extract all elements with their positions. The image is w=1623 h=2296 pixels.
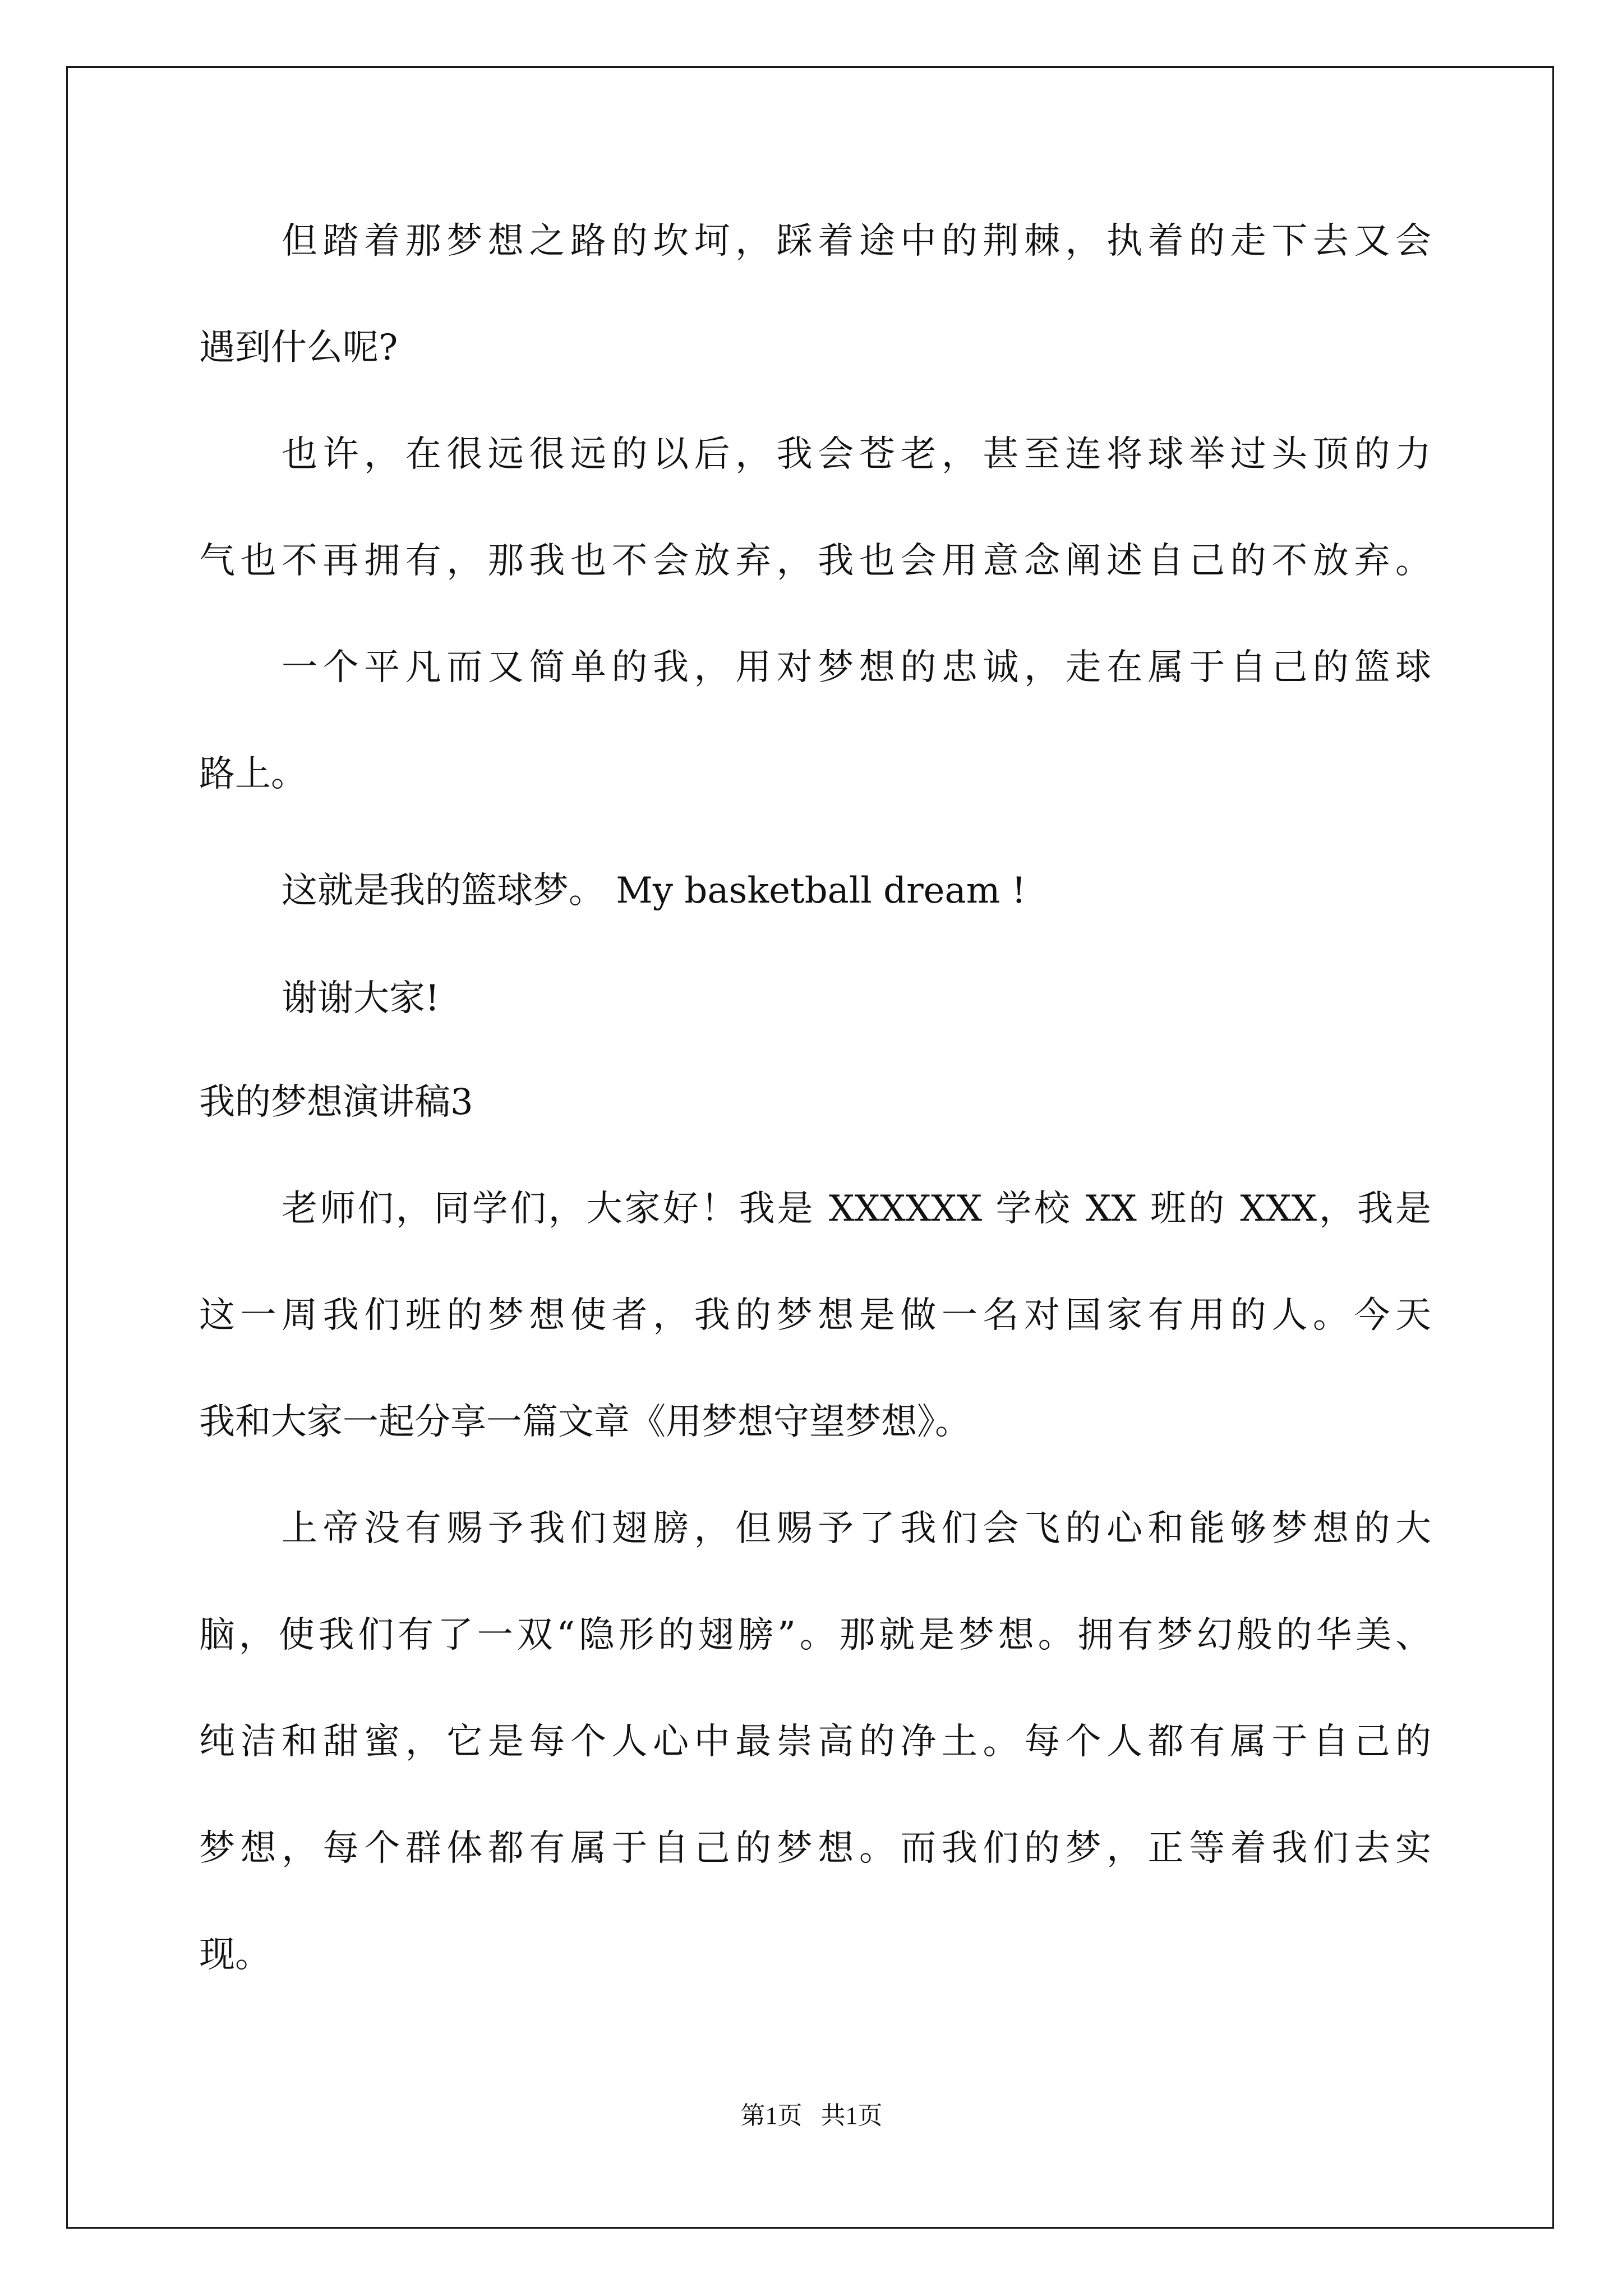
text-line: 也许，在很远很远的以后，我会苍老，甚至连将球举过头顶的力 (282, 434, 1431, 475)
page-number-footer: 第1页 共1页 (740, 2102, 883, 2129)
text-line: 这就是我的篮球梦。 My basketball dream ! (282, 870, 1026, 912)
text-line: 梦想，每个群体都有属于自己的梦想。而我们的梦，正等着我们去实 (199, 1828, 1431, 1869)
text-line: 一个平凡而又简单的我，用对梦想的忠诚，走在属于自己的篮球 (282, 647, 1431, 688)
text-line: 气也不再拥有，那我也不会放弃，我也会用意念阐述自己的不放弃。 (199, 540, 1431, 582)
text-line: 谢谢大家! (282, 978, 440, 1019)
text-line: 脑，使我们有了一双“隐形的翅膀”。那就是梦想。拥有梦幻般的华美、 (199, 1614, 1431, 1656)
text-line: 上帝没有赐予我们翅膀，但赐予了我们会飞的心和能够梦想的大 (282, 1508, 1431, 1549)
text-line: 遇到什么呢? (199, 327, 398, 369)
text-line: 我和大家一起分享一篇文章《用梦想守望梦想》。 (199, 1401, 971, 1443)
page-border (66, 66, 1554, 2229)
text-line: 老师们，同学们，大家好！我是 XXXXXX 学校 XX 班的 XXX，我是 (282, 1188, 1431, 1230)
text-line: 这一周我们班的梦想使者，我的梦想是做一名对国家有用的人。今天 (199, 1295, 1431, 1336)
text-line: 路上。 (199, 753, 307, 795)
text-line: 现。 (199, 1934, 271, 1976)
section-heading: 我的梦想演讲稿3 (199, 1082, 473, 1123)
text-line: 但踏着那梦想之路的坎坷，踩着途中的荆棘，执着的走下去又会 (282, 220, 1431, 262)
text-line: 纯洁和甜蜜，它是每个人心中最崇高的净土。每个人都有属于自己的 (199, 1721, 1431, 1763)
